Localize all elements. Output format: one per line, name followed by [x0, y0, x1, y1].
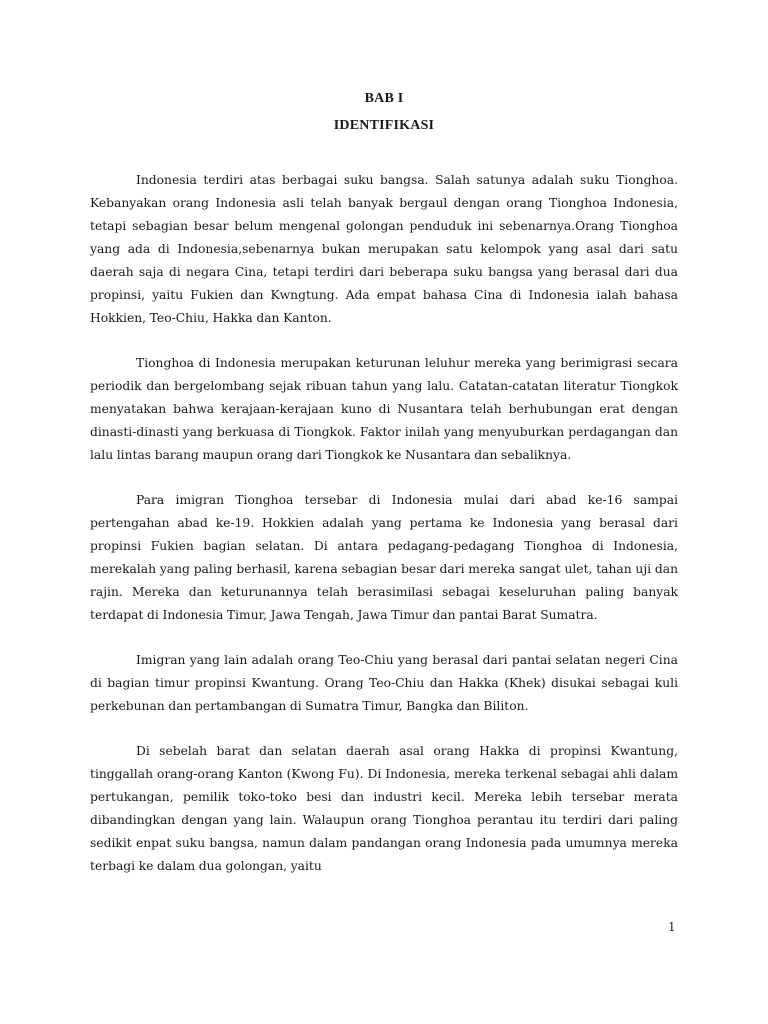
chapter-title: IDENTIFIKASI — [333, 118, 435, 133]
page-number: 1 — [668, 920, 676, 934]
chapter-heading: BAB I — [364, 91, 404, 106]
paragraph-5: Di sebelah barat dan selatan daerah asal orang Hakka di propinsi Kwantung, tinggallah orang-orang Kanton (Kwong Fu). Di Indonesia, mereka terkenal sebagai ahli dalam pertukangan, pemilik toko-toko besi dan industri kecil. Mereka lebih tersebar merata dibandingkan dengan yang lain. Walaupun orang Tionghoa perantau itu terdiri dari paling sedikit enpat suku bangsa, namun dalam pandangan orang Indonesia pada umumnya mereka terbagi ke dalam dua golongan, yaitu — [90, 744, 678, 873]
paragraph-2: Tionghoa di Indonesia merupakan keturunan leluhur mereka yang berimigrasi secara periodik dan bergelombang sejak ribuan tahun yang lalu. Catatan-catatan literatur Tiongkok menyatakan bahwa kerajaan-kerajaan kuno di Nusantara telah berhubungan erat dengan dinasti-dinasti yang berkuasa di Tiongkok. Faktor inilah yang menyuburkan perdagangan dan lalu lintas barang maupun orang dari Tiongkok ke Nusantara dan sebaliknya. — [90, 356, 678, 462]
paragraph-1: Indonesia terdiri atas berbagai suku bangsa. Salah satunya adalah suku Tionghoa. Kebanyakan orang Indonesia asli telah banyak bergaul dengan orang Tionghoa Indonesia, tetapi sebagian besar belum mengenal golongan penduduk ini sebenarnya.Orang Tionghoa yang ada di Indonesia,sebenarnya bukan merupakan satu kelompok yang asal dari satu daerah saja di negara Cina, tetapi terdiri dari beberapa suku bangsa yang berasal dari dua propinsi, yaitu Fukien dan Kwngtung. Ada empat bahasa Cina di Indonesia ialah bahasa Hokkien, Teo-Chiu, Hakka dan Kanton. — [90, 173, 678, 325]
body-text — [90, 169, 678, 878]
paragraph-4: Imigran yang lain adalah orang Teo-Chiu yang berasal dari pantai selatan negeri Cina di bagian timur propinsi Kwantung. Orang Teo-Chiu dan Hakka (Khek) disukai sebagai kuli perkebunan dan pertambangan di Sumatra Timur, Bangka dan Biliton. — [90, 653, 678, 713]
paragraph-3: Para imigran Tionghoa tersebar di Indonesia mulai dari abad ke-16 sampai pertengahan abad ke-19. Hokkien adalah yang pertama ke Indonesia yang berasal dari propinsi Fukien bagian selatan. Di antara pedagang-pedagang Tionghoa di Indonesia, merekalah yang paling berhasil, karena sebagian besar dari mereka sangat ulet, tahan uji dan rajin. Mereka dan keturunannya telah berasimilasi sebagai keseluruhan paling banyak terdapat di Indonesia Timur, Jawa Tengah, Jawa Timur dan pantai Barat Sumatra. — [90, 493, 678, 622]
